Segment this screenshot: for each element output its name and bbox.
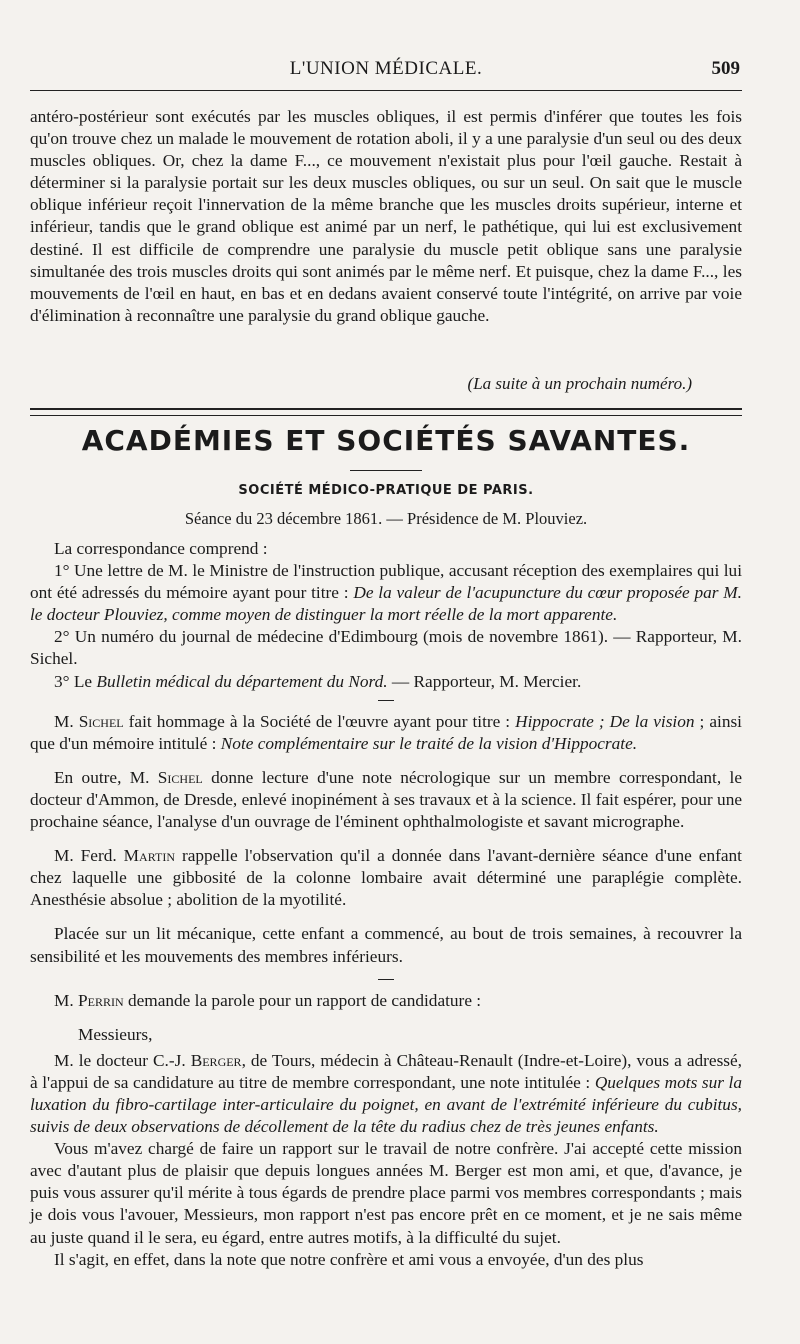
header-rule <box>30 90 742 91</box>
continuation-paragraph: antéro-postérieur sont exécutés par les muscles obliques, il est permis d'inférer que toutes les fois qu'on trouve chez un malade le mouvement de rotation aboli, il y a une paralysie d'un seul ou des deux muscles obliques. Or, chez la dame F..., ce mouvement n'existait plus pour l'œil gauche. Restait à déterminer si la paralysie portait sur les deux muscles obliques, ou sur un seul. On sait que le muscle oblique inférieur reçoit l'innervation de la même branche que les muscles droits supérieur, interne et inférieur, tandis que le grand oblique est animé par un nerf, le pathétique, qui lui est exclusivement destiné. Il est difficile de comprendre une paralysie du muscle petit oblique sans une paralysie simultanée des trois muscles droits qui sont animés par le même nerf. Et puisque, chez la dame F..., les mouvements de l'œil en haut, en bas et en dedans avaient conservé toute l'intégrité, on arrive par voie d'élimination à reconnaître une paralysie du grand oblique gauche. <box>30 107 742 325</box>
berger-name: Berger <box>190 1050 242 1070</box>
martin-paragraph <box>30 845 742 911</box>
martin-name: Martin <box>123 846 175 866</box>
sichel-name: M. Sichel <box>54 711 124 731</box>
sichel-title: Hippocrate ; De la vision <box>515 711 695 731</box>
item1-title: De la valeur de l'acupuncture du cœur proposée par M. le docteur Plouviez, comme moyen de distinguer la mort réelle de la mort apparente. <box>30 583 743 625</box>
correspondence-item-2: 2° Un numéro du journal de médecine d'Edimbourg (mois de novembre 1861). — Rapporteur, M. Sichel. <box>30 627 742 669</box>
sichel-text-c: ; ainsi que d'un mémoire intitulé : <box>30 711 742 753</box>
berger-text-b: , de Tours, médecin à Château-Renault (Indre-et-Loire), vous a adressé, à l'appui de sa candidature au titre de membre correspondant, une note intitulée : <box>30 1050 743 1092</box>
berger-paragraph <box>30 1050 742 1138</box>
running-head <box>30 58 742 86</box>
journal-title: L'UNION MÉDICALE. <box>289 58 483 79</box>
society-name: SOCIÉTÉ MÉDICO-PRATIQUE DE PARIS. <box>238 483 534 498</box>
salutation: Messieurs, <box>78 1024 153 1044</box>
berger-text-a: M. le docteur C.-J. <box>54 1050 191 1070</box>
section-double-rule <box>30 408 742 416</box>
martin-text-b: rappelle l'observation qu'il a donnée dans l'avant-dernière séance d'une enfant chez laquelle une gibbosité de la colonne lombaire avait déterminé une paraplégie complète. Anesthésie absolue ; abolition de la myotilité. <box>30 846 742 910</box>
ammon-text-b: donne lecture d'une note nécrologique sur un membre correspondant, le docteur d'Ammon, de Dresde, enlevé inopinément à ses travaux et à la science. Il fait espérer, pour une prochaine séance, l'analyse d'un ouvrage de l'éminent ophthalmologiste et savant micrographe. <box>30 767 742 832</box>
to-be-continued-note: (La suite à un prochain numéro.) <box>467 374 692 393</box>
perrin-paragraph <box>30 990 742 1012</box>
berger-note-title: Quelques mots sur la luxation du fibro-cartilage inter-articulaire du poignet, en avant de l'extrémité inférieure du cubitus, suivis de deux observations de décollement de la tête du radius chez de très jeunes enfants. <box>30 1072 742 1137</box>
ammon-paragraph <box>30 767 742 833</box>
placee-paragraph: Placée sur un lit mécanique, cette enfant a commencé, au bout de trois semaines, à recouvrer la sensibilité et les mouvements des membres inférieurs. <box>30 924 742 966</box>
perrin-text: demande la parole pour un rapport de candidature : <box>123 990 482 1010</box>
correspondence-item-3 <box>30 671 742 693</box>
sichel-text-a: fait hommage à la Société de l'œuvre ayant pour titre : <box>123 711 516 731</box>
continuation-article <box>30 106 742 327</box>
ammon-text-a: En outre, <box>54 767 130 787</box>
perrin-name: M. Perrin <box>54 990 124 1010</box>
seance-line: Séance du 23 décembre 1861. — Présidence de M. Plouviez. <box>184 509 588 528</box>
session-report <box>30 538 742 1271</box>
dash-mark <box>378 700 394 701</box>
item1-text: 1° Une lettre de M. le Ministre de l'instruction publique, accusant réception des exemplaires qui lui ont été adressés du mémoire ayant pour titre : <box>30 561 742 603</box>
separator-dash-2 <box>30 972 742 990</box>
ammon-name: M. Sichel <box>129 767 203 787</box>
sichel-hommage <box>30 711 742 755</box>
correspondence-intro: La correspondance comprend : <box>54 539 268 558</box>
title-rule <box>350 470 422 471</box>
martin-text-a: M. Ferd. <box>54 846 124 866</box>
correspondence-item-1 <box>30 560 742 626</box>
rapport-paragraph: Vous m'avez chargé de faire un rapport sur le travail de notre confrère. J'ai accepté cette mission avec d'autant plus de plaisir que depuis longues années M. Berger est mon ami, et que, d'avance, je puis vous assurer qu'il mérite à tous égards de prendre place parmi vos membres correspondants ; mais je dois vous l'avouer, Messieurs, mon rapport n'est pas encore prêt en ce moment, et je ne sais même au juste quand il le sera, eu égard, entre autres motifs, à la difficulté du sujet. <box>30 1139 742 1247</box>
separator-dash <box>30 693 742 711</box>
section-title: ACADÉMIES ET SOCIÉTÉS SAVANTES. <box>81 424 691 457</box>
item3-prefix: 3° Le <box>54 671 97 691</box>
item3-title: Bulletin médical du département du Nord. <box>96 671 388 691</box>
page-number: 509 <box>711 58 740 79</box>
dash-mark-2 <box>378 979 394 980</box>
sichel-note-title: Note complémentaire sur le traité de la vision d'Hippocrate. <box>220 733 638 753</box>
item3-suffix: — Rapporteur, M. Mercier. <box>387 671 582 691</box>
final-paragraph: Il s'agit, en effet, dans la note que notre confrère et ami vous a envoyée, d'un des plus <box>54 1249 644 1269</box>
